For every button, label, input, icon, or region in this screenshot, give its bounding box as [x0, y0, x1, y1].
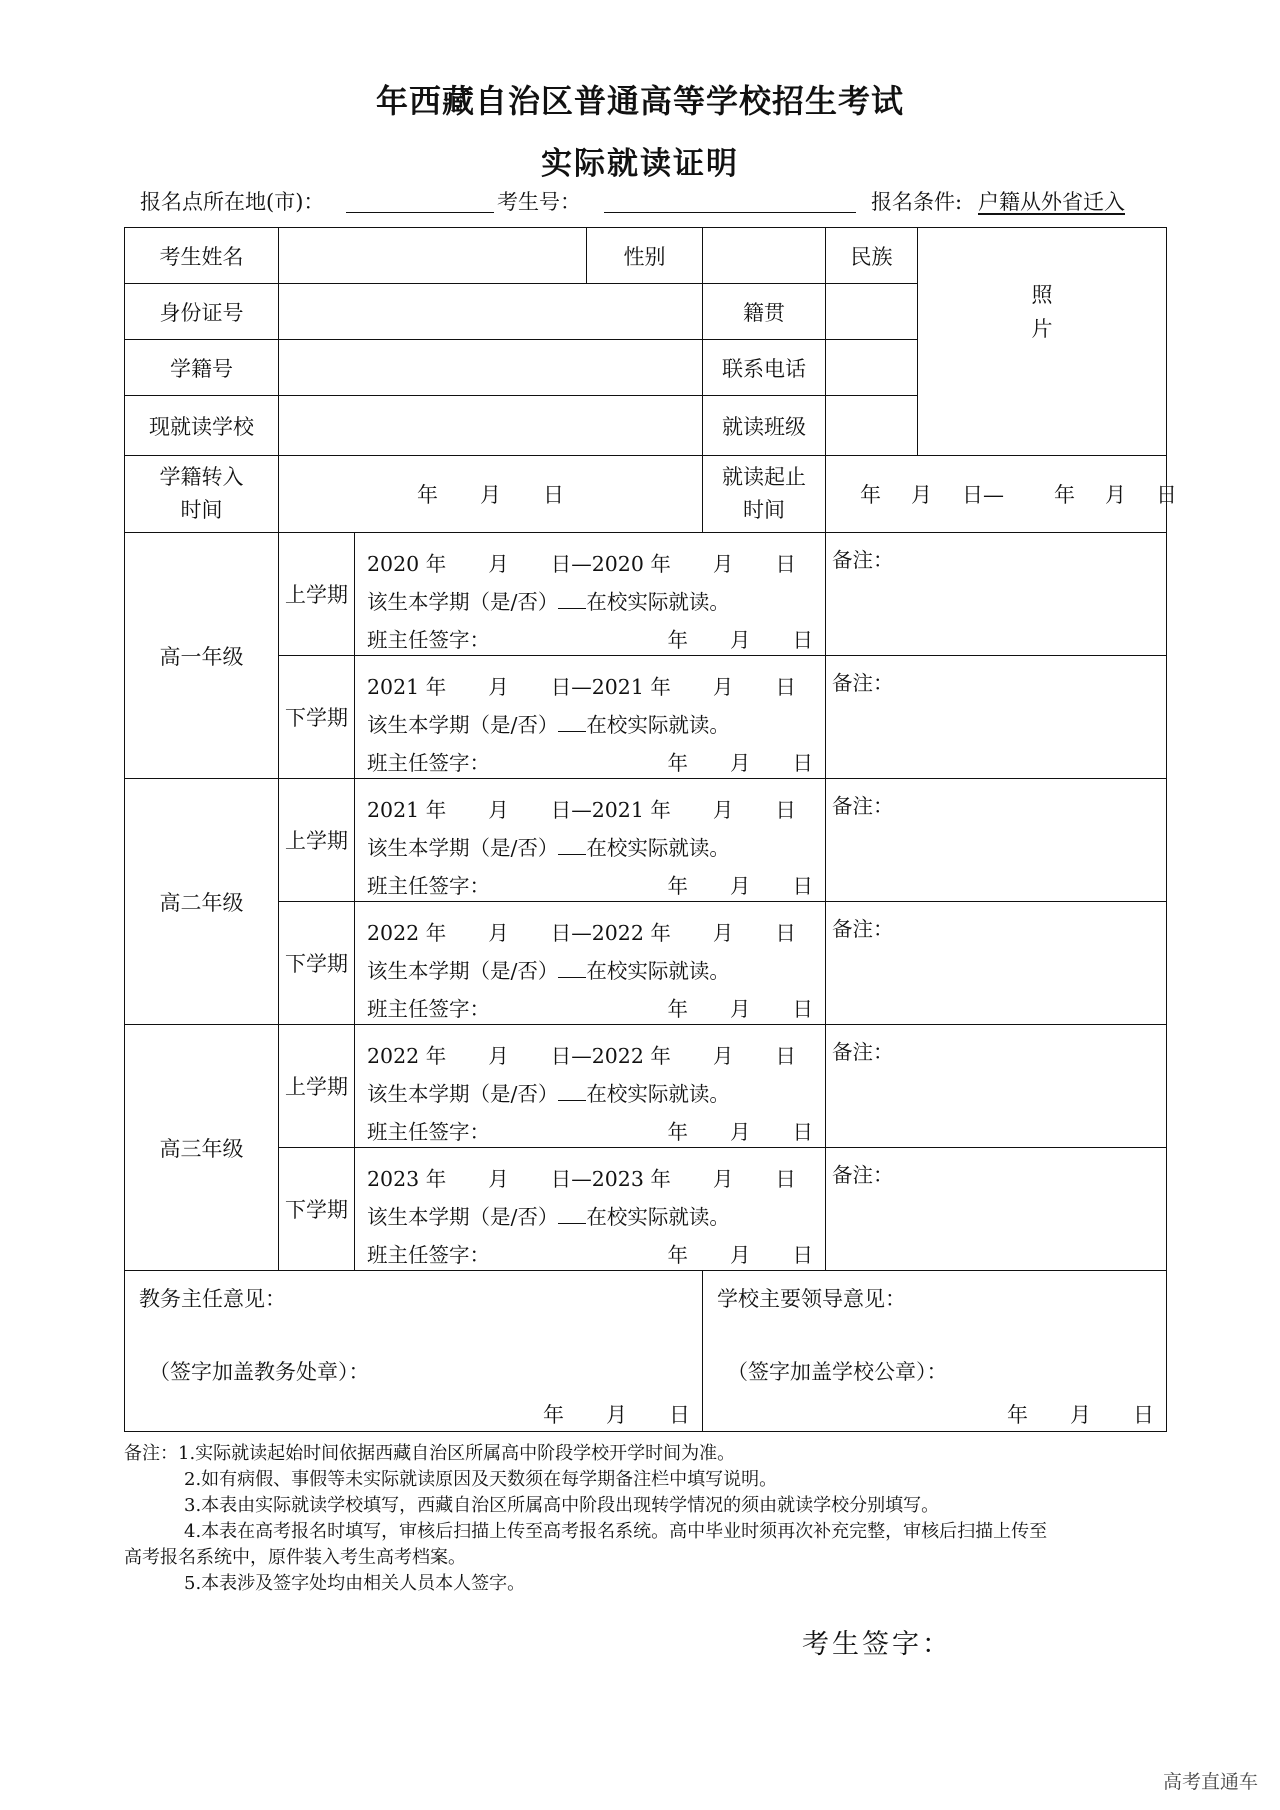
semester-remark-cell[interactable] [826, 533, 1167, 656]
leader-sign-label: （签字加盖学校公章）： [727, 1360, 948, 1384]
remark-label: 备注： [832, 917, 894, 941]
date-month: 月 [480, 483, 501, 507]
condition-label: 报名条件: [871, 190, 963, 214]
watermark: 高考直通车 [1162, 1771, 1258, 1793]
remark-label: 备注： [832, 1163, 894, 1187]
study-period-label-1: 就读起止 [722, 465, 806, 490]
transfer-time-label-1: 学籍转入 [159, 465, 244, 490]
semester-date-range: 2022 年 月 日—2022 年 月 日 [367, 921, 796, 945]
note-line: 2.如有病假、事假等未实际就读原因及天数须在每学期备注栏中填写说明。 [184, 1469, 778, 1490]
semester-date-range: 2021 年 月 日—2021 年 月 日 [367, 675, 796, 699]
date-month: 月 [911, 483, 932, 507]
teacher-sign-label: 班主任签字： [367, 1243, 490, 1267]
gender-field[interactable] [703, 228, 826, 284]
transfer-time-label [125, 456, 279, 533]
attendance-statement: 该生本学期（是/否） 在校实际就读。 [367, 1082, 730, 1106]
transfer-date-field[interactable] [279, 456, 703, 533]
location-label: 报名点所在地(市)： [140, 190, 325, 214]
class-label: 就读班级 [703, 396, 826, 456]
notes-block [124, 1441, 1168, 1597]
date-year: 年 [417, 483, 438, 507]
semester-remark-cell[interactable] [826, 1148, 1167, 1271]
grade-label: 高三年级 [125, 1025, 279, 1271]
leader-opinion-cell[interactable] [703, 1271, 1167, 1432]
semester-label: 下学期 [279, 902, 355, 1025]
native-field[interactable] [826, 284, 918, 340]
location-input-line[interactable] [346, 212, 494, 213]
date-dash: — [983, 483, 1004, 507]
attendance-statement: 该生本学期（是/否） 在校实际就读。 [367, 713, 730, 737]
note-line: 备注：1.实际就读起始时间依据西藏自治区所属高中阶段学校开学时间为准。 [124, 1443, 736, 1464]
phone-field[interactable] [826, 340, 918, 396]
student-signature-label: 考生签字： [802, 1629, 952, 1660]
semester-date-range: 2021 年 月 日—2021 年 月 日 [367, 798, 796, 822]
semester-detail-cell[interactable] [355, 1148, 826, 1271]
teacher-sign-date: 年 月 日 [667, 628, 813, 652]
attendance-blank[interactable] [558, 959, 586, 978]
teacher-sign-label: 班主任签字： [367, 751, 490, 775]
semester-detail-cell[interactable] [355, 1025, 826, 1148]
attendance-blank[interactable] [558, 836, 586, 855]
teacher-sign-label: 班主任签字： [367, 874, 490, 898]
semester-label: 上学期 [279, 1025, 355, 1148]
teacher-sign-date: 年 月 日 [667, 751, 813, 775]
phone-label: 联系电话 [703, 340, 826, 396]
note-line: 5.本表涉及签字处均由相关人员本人签字。 [184, 1573, 526, 1594]
date-day: 日 [1156, 483, 1177, 507]
academic-sign-date: 年 月 日 [543, 1403, 690, 1427]
teacher-sign-label: 班主任签字： [367, 1120, 490, 1144]
school-field[interactable] [279, 396, 703, 456]
academic-opinion-label: 教务主任意见： [139, 1287, 286, 1311]
semester-label: 上学期 [279, 533, 355, 656]
date-year: 年 [1054, 483, 1075, 507]
condition-value: 户籍从外省迁入 [978, 190, 1125, 214]
attendance-blank[interactable] [558, 1082, 586, 1101]
photo-label-2: 片 [1031, 316, 1053, 341]
date-day: 日 [962, 483, 983, 507]
note-line: 高考报名系统中，原件装入考生高考档案。 [124, 1547, 466, 1568]
document-title: 年西藏自治区普通高等学校招生考试 [375, 82, 904, 120]
document-subtitle: 实际就读证明 [541, 146, 739, 182]
exam-no-input-line[interactable] [604, 212, 856, 213]
study-period-field[interactable] [826, 456, 1177, 533]
semester-remark-cell[interactable] [826, 779, 1167, 902]
leader-sign-date: 年 月 日 [1007, 1403, 1154, 1427]
attendance-statement: 该生本学期（是/否） 在校实际就读。 [367, 1205, 730, 1229]
photo-box[interactable] [918, 228, 1167, 456]
enrollment-form-table [124, 227, 1177, 1432]
study-period-label-2: 时间 [743, 498, 785, 522]
name-field[interactable] [279, 228, 587, 284]
study-period-label [703, 456, 826, 533]
semester-detail-cell[interactable] [355, 656, 826, 779]
teacher-sign-label: 班主任签字： [367, 628, 490, 652]
note-line: 4.本表在高考报名时填写，审核后扫描上传至高考报名系统。高中毕业时须再次补充完整，审核后扫描上传至 [184, 1521, 1048, 1542]
semester-detail-cell[interactable] [355, 779, 826, 902]
semester-remark-cell[interactable] [826, 902, 1167, 1025]
remark-label: 备注： [832, 794, 894, 818]
student-no-field[interactable] [279, 340, 703, 396]
id-no-label: 身份证号 [125, 284, 279, 340]
note-line: 3.本表由实际就读学校填写，西藏自治区所属高中阶段出现转学情况的须由就读学校分别填写。 [184, 1495, 940, 1516]
semester-label: 上学期 [279, 779, 355, 902]
semester-detail-cell[interactable] [355, 902, 826, 1025]
semester-date-range: 2023 年 月 日—2023 年 月 日 [367, 1167, 796, 1191]
grade-label: 高二年级 [125, 779, 279, 1025]
attendance-blank[interactable] [558, 590, 586, 609]
remark-label: 备注： [832, 671, 894, 695]
grade-label: 高一年级 [125, 533, 279, 779]
student-no-label: 学籍号 [125, 340, 279, 396]
semester-label: 下学期 [279, 1148, 355, 1271]
teacher-sign-date: 年 月 日 [667, 997, 813, 1021]
attendance-blank[interactable] [558, 713, 586, 732]
remark-label: 备注： [832, 548, 894, 572]
attendance-blank[interactable] [558, 1205, 586, 1224]
teacher-sign-date: 年 月 日 [667, 1120, 813, 1144]
transfer-time-label-2: 时间 [180, 498, 223, 522]
academic-opinion-cell[interactable] [125, 1271, 703, 1432]
leader-opinion-label: 学校主要领导意见： [717, 1287, 906, 1311]
date-year: 年 [860, 483, 881, 507]
date-day: 日 [543, 483, 564, 507]
attendance-statement: 该生本学期（是/否） 在校实际就读。 [367, 959, 730, 983]
semester-date-range: 2020 年 月 日—2020 年 月 日 [367, 552, 796, 576]
teacher-sign-date: 年 月 日 [667, 874, 813, 898]
attendance-statement: 该生本学期（是/否） 在校实际就读。 [367, 836, 730, 860]
teacher-sign-label: 班主任签字： [367, 997, 490, 1021]
semester-label: 下学期 [279, 656, 355, 779]
id-no-field[interactable] [279, 284, 703, 340]
ethnicity-label: 民族 [826, 228, 918, 284]
school-label: 现就读学校 [125, 396, 279, 456]
semester-detail-cell[interactable] [355, 533, 826, 656]
date-month: 月 [1105, 483, 1126, 507]
semester-date-range: 2022 年 月 日—2022 年 月 日 [367, 1044, 796, 1068]
photo-label-1: 照 [1031, 282, 1053, 307]
class-field[interactable] [826, 396, 918, 456]
name-label: 考生姓名 [125, 228, 279, 284]
gender-label: 性别 [587, 228, 703, 284]
semester-remark-cell[interactable] [826, 656, 1167, 779]
attendance-statement: 该生本学期（是/否） 在校实际就读。 [367, 590, 730, 614]
teacher-sign-date: 年 月 日 [667, 1243, 813, 1267]
exam-no-label: 考生号： [497, 190, 581, 214]
academic-sign-label: （签字加盖教务处章）： [149, 1360, 370, 1384]
remark-label: 备注： [832, 1040, 894, 1064]
native-label: 籍贯 [703, 284, 826, 340]
semester-remark-cell[interactable] [826, 1025, 1167, 1148]
